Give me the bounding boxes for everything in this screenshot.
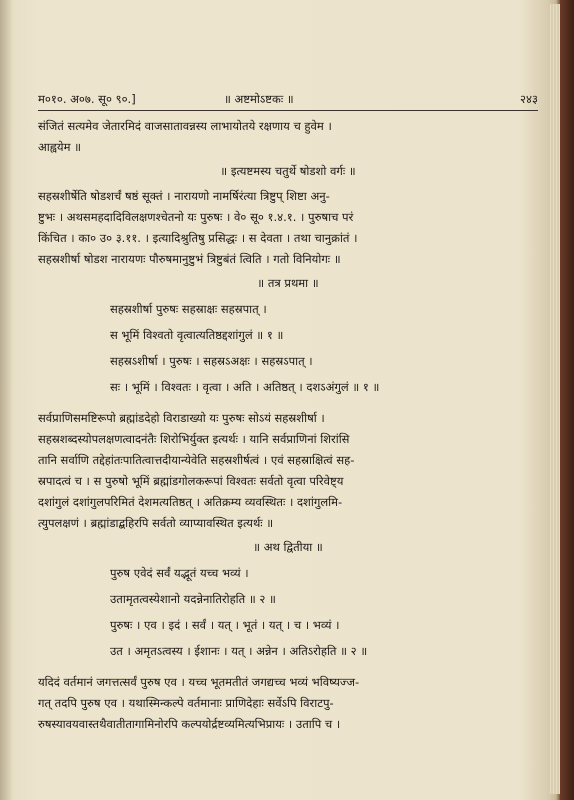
commentary-block — [38, 186, 538, 270]
verse-block — [38, 560, 538, 664]
text-line: सहस्रशीर्षेति षोडशर्चं षष्ठं सूक्तं । नारायणो नामर्षिरंत्या त्रिष्टुप् शिष्टा अनु- — [38, 189, 330, 203]
running-header — [38, 92, 538, 114]
verse-heading: ॥ तत्र प्रथमा ॥ — [257, 276, 319, 290]
text-line: सहस्रशब्दस्योपलक्षणत्वादनंतैः शिरोभिर्युक्त इत्यर्थः । यानि सर्वप्राणिनां शिरांसि — [38, 432, 350, 446]
verse-line: सहस्रशीर्षा पुरुषः सहस्राक्षः सहस्रपात् । — [110, 302, 267, 316]
text-line: त्युपलक्षणं । ब्रह्मांडाद्बहिरपि सर्वतो व्याप्यावस्थित इत्यर्थः ॥ — [38, 516, 274, 530]
text-line: सर्वप्राणिसमष्टिरूपो ब्रह्मांडदेहो विराडाख्यो यः पुरुषः सोऽयं सहस्रशीर्षा । — [38, 411, 325, 425]
header-reference: म०१०. अ०७. सू० ९०.] — [38, 92, 136, 106]
header-rule — [38, 110, 538, 111]
verse-heading: ॥ अथ द्वितीया ॥ — [253, 540, 323, 554]
commentary-block — [38, 672, 538, 735]
text-line: दशांगुलं दशांगुलपरिमितं देशमत्यतिष्ठत् । अतिक्रम्य व्यवस्थितः । दशांगुलमि- — [38, 495, 343, 509]
page-number: २४३ — [520, 92, 538, 106]
book-spine — [560, 0, 574, 800]
verse-line: स भूमिं विश्वतो वृत्वात्यतिष्ठद्दशांगुलं ॥ १ ॥ — [110, 328, 284, 342]
text-line: रुषस्यावयवास्तथैवातीतागामिनोरपि कल्पयोर्द्रष्टव्यमित्यभिप्रायः । उतापि च । — [38, 717, 341, 731]
header-title: ॥ अष्टमोऽष्टकः ॥ — [224, 92, 294, 106]
text-line: ष्टुभः । अथसमहदादिविलक्षणश्चेतनो यः पुरुषः । वे० सू० १.४.१. । पुरुषाच परं — [38, 210, 354, 224]
text-line: यदिदं वर्तमानं जगत्तत्सर्वं पुरुष एव । यच्च भूतमतीतं जगद्यच्च भव्यं भविष्यज्ज- — [38, 675, 360, 689]
page-edges — [550, 4, 560, 794]
text-line: गत् तदपि पुरुष एव । यथास्मिन्कल्पे वर्तमानाः प्राणिदेहाः सर्वेऽपि विराटपु- — [38, 696, 334, 710]
commentary-block — [38, 408, 538, 534]
verse-line: पुरुष एवेदं सर्वं यद्भूतं यच्च भव्यं । — [110, 566, 249, 580]
text-line: आह्वयेम ॥ — [38, 140, 82, 154]
verse-line: पुरुषः । एव । इदं । सर्वं । यत् । भूतं । यत् । च । भव्यं । — [110, 618, 340, 632]
verse-line: सहस्रऽशीर्षा । पुरुषः । सहस्रऽअक्षः । सहस्रऽपात् । — [110, 354, 313, 368]
intro-text — [38, 116, 538, 158]
text-line: सहस्रशीर्षा षोडश नारायणः पौरुषमानुष्टुभं त्रिष्टुबंतं त्विति । गतो विनियोगः ॥ — [38, 252, 341, 266]
page-gutter — [0, 0, 12, 800]
text-line: संजितं सत्यमेव जेतारमिदं वाजसातावन्नस्य लाभायोतये रक्षणाय च हुवेम । — [38, 119, 332, 133]
text-line: किंचित । का० उ० ३.११. । इत्यादिश्रुतिषु प्रसिद्धः । स देवता । तथा चानुक्रांतं । — [38, 231, 358, 245]
page-content — [38, 92, 538, 735]
text-line: तानि सर्वाणि तद्देहांतःपातित्वात्तदीयान्येवेति सहस्रशीर्षत्वं । एवं सहस्राक्षित्वं सह- — [38, 453, 355, 467]
verse-line: सः । भूमिं । विश्वतः । वृत्वा । अति । अतिष्ठत् । दशऽअंगुलं ॥ १ ॥ — [110, 380, 380, 394]
text-line: स्रपादत्वं च । स पुरुषो भूमिं ब्रह्मांडगोलकरूपां विश्वतः सर्वतो वृत्वा परिवेष्ट्य — [38, 474, 344, 488]
verse-block — [38, 296, 538, 400]
verse-line: उत । अमृतऽत्वस्य । ईशानः । यत् । अन्नेन । अतिऽरोहति ॥ २ ॥ — [110, 644, 368, 658]
verse-line: उतामृतत्वस्येशानो यदन्नेनातिरोहति ॥ २ ॥ — [110, 592, 276, 606]
section-end-marker: ॥ इत्यष्टमस्य चतुर्थे षोडशो वर्गः ॥ — [220, 164, 356, 178]
